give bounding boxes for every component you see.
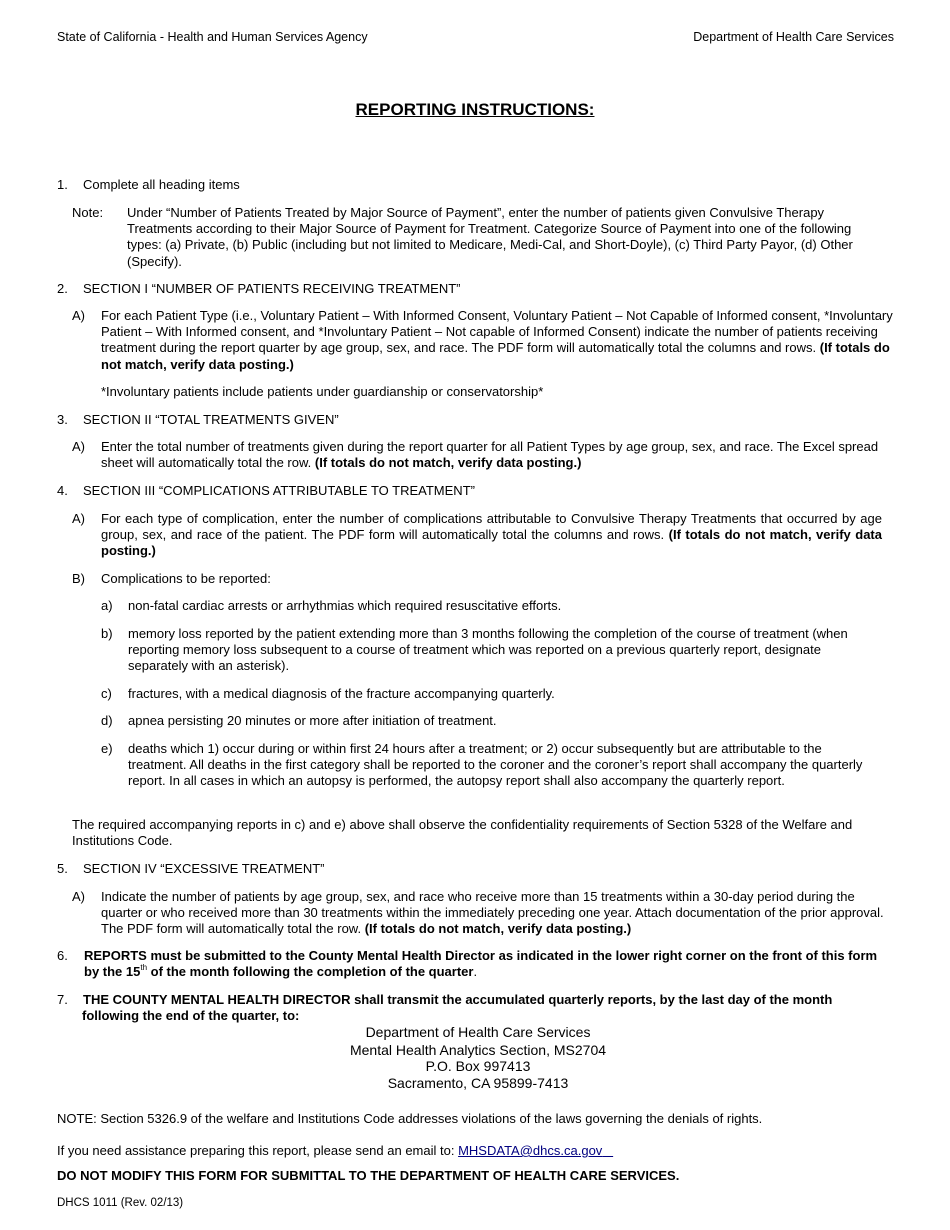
email-link[interactable]: MHSDATA@dhcs.ca.gov	[458, 1143, 603, 1158]
item-1-number: 1.	[57, 177, 68, 192]
ordinal-suffix: th	[140, 963, 148, 973]
item-2a-text: For each Patient Type (i.e., Voluntary Patient – With Informed Consent, Voluntary Patient – Not Capable of Informed consent, *Involuntary Patient – With Informed consent, and *Involuntary Patient – Not capable of Informed Consent) indicate the number of patients receiving treatment during the report quarter by age group, sex, and race. The PDF form will automatically total the columns and rows. (If totals do not match, verify data posting.)	[101, 308, 893, 372]
address-line-2: Mental Health Analytics Section, MS2704	[349, 1042, 607, 1058]
item-5a-text: Indicate the number of patients by age group, sex, and race who receive more than 15 treatments within a 30-day period during the quarter or who received more than 30 treatments within the immediately preceding one year. Attach documentation of the prior approval. The PDF form will automatically total the row. (If totals do not match, verify data posting.)	[101, 889, 884, 937]
section-3-heading: SECTION III “COMPLICATIONS ATTRIBUTABLE TO TREATMENT”	[83, 483, 475, 498]
agency-header: State of California - Health and Human Services Agency	[57, 30, 368, 44]
page-title: REPORTING INSTRUCTIONS:	[355, 100, 595, 119]
item-4-number: 4.	[57, 483, 68, 498]
address-line-3: P.O. Box 997413	[425, 1058, 531, 1074]
section-1-heading: SECTION I “NUMBER OF PATIENTS RECEIVING TREATMENT”	[83, 281, 461, 296]
item-4b-text: Complications to be reported:	[101, 571, 271, 586]
item-3-number: 3.	[57, 412, 68, 427]
sub-b-label: b)	[101, 626, 113, 641]
section-4-heading: SECTION IV “EXCESSIVE TREATMENT”	[83, 861, 325, 876]
item-5-number: 5.	[57, 861, 68, 876]
sub-b-text: memory loss reported by the patient extending more than 3 months following the completion of the course of treatment (when reporting memory loss subsequent to a course of treatment which was reported on a previous quarterly report, designate separately with an asterisk).	[128, 626, 848, 674]
sub-a-text: non-fatal cardiac arrests or arrhythmias which required resuscitative efforts.	[128, 598, 562, 613]
section-2-heading: SECTION II “TOTAL TREATMENTS GIVEN”	[83, 412, 339, 427]
involuntary-footnote: *Involuntary patients include patients under guardianship or conservatorship*	[101, 384, 544, 399]
sub-e-label: e)	[101, 741, 113, 756]
address-line-4: Sacramento, CA 95899-7413	[387, 1075, 569, 1091]
confidentiality-note: The required accompanying reports in c) and e) above shall observe the confidentiality requirements of Section 5328 of the Welfare and Institutions Code.	[72, 817, 853, 849]
item-3a-text: Enter the total number of treatments given during the report quarter for all Patient Types by age group, sex, and race. The Excel spread sheet will automatically total the row. (If totals do not match, verify data posting.)	[101, 439, 879, 471]
department-header: Department of Health Care Services	[693, 30, 894, 44]
assistance-line: If you need assistance preparing this report, please send an email to: MHSDATA@dhcs.ca.gov	[57, 1143, 603, 1158]
item-6-text: REPORTS must be submitted to the County Mental Health Director as indicated in the lower right corner on the front of this form by the 15th of the month following the completion of the quarter.	[84, 948, 878, 980]
item-6-number: 6.	[57, 948, 68, 963]
item-7-text: THE COUNTY MENTAL HEALTH DIRECTOR shall transmit the accumulated quarterly reports, by the last day of the month following the end of the quarter, to:	[82, 992, 833, 1024]
sub-d-text: apnea persisting 20 minutes or more after initiation of treatment.	[128, 713, 497, 728]
sub-c-label: c)	[101, 686, 112, 701]
sub-e-text: deaths which 1) occur during or within first 24 hours after a treatment; or 2) occur subsequently but are attributable to the treatment. All deaths in the first category shall be reported to the coroner and the coroner’s report shall accompany the quarterly report. In all cases in which an autopsy is performed, the autopsy report shall also accompany the quarterly report.	[128, 741, 863, 789]
note-label: Note:	[72, 205, 104, 220]
item-2a-label: A)	[72, 308, 85, 323]
verify-note: (If totals do not match, verify data posting.)	[101, 340, 890, 372]
item-1-text: Complete all heading items	[83, 177, 240, 192]
rights-note: NOTE: Section 5326.9 of the welfare and Institutions Code addresses violations of the laws governing the denials of rights.	[57, 1111, 763, 1126]
sub-c-text: fractures, with a medical diagnosis of the fracture accompanying quarterly.	[128, 686, 555, 701]
modify-warning: DO NOT MODIFY THIS FORM FOR SUBMITTAL TO THE DEPARTMENT OF HEALTH CARE SERVICES.	[57, 1168, 680, 1183]
verify-note: (If totals do not match, verify data posting.)	[314, 455, 582, 471]
address-line-1: Department of Health Care Services	[365, 1024, 591, 1040]
item-5a-label: A)	[72, 889, 85, 904]
item-3a-label: A)	[72, 439, 85, 454]
item-4a-text: For each type of complication, enter the number of complications attributable to Convulsive Therapy Treatments that occurred by age group, sex, and race of the patient. The PDF form will automatically total the columns and rows. (If totals do not match, verify data posting.)	[101, 511, 882, 559]
verify-note: (If totals do not match, verify data posting.)	[101, 527, 882, 559]
verify-note: (If totals do not match, verify data posting.)	[364, 921, 632, 937]
sub-d-label: d)	[101, 713, 113, 728]
item-1-note: Under “Number of Patients Treated by Major Source of Payment”, enter the number of patients given Convulsive Therapy Treatments according to their Major Source of Payment for Treatment. Categorize Source of Payment into one of the following types: (a) Private, (b) Public (including but not limited to Medicare, Medi-Cal, and Short-Doyle), (c) Third Party Payor, (d) Other (Specify).	[127, 205, 853, 269]
item-4a-label: A)	[72, 511, 85, 526]
item-7-number: 7.	[57, 992, 68, 1007]
item-4b-label: B)	[72, 571, 85, 586]
item-2-number: 2.	[57, 281, 68, 296]
sub-a-label: a)	[101, 598, 113, 613]
form-id: DHCS 1011 (Rev. 02/13)	[57, 1197, 184, 1209]
